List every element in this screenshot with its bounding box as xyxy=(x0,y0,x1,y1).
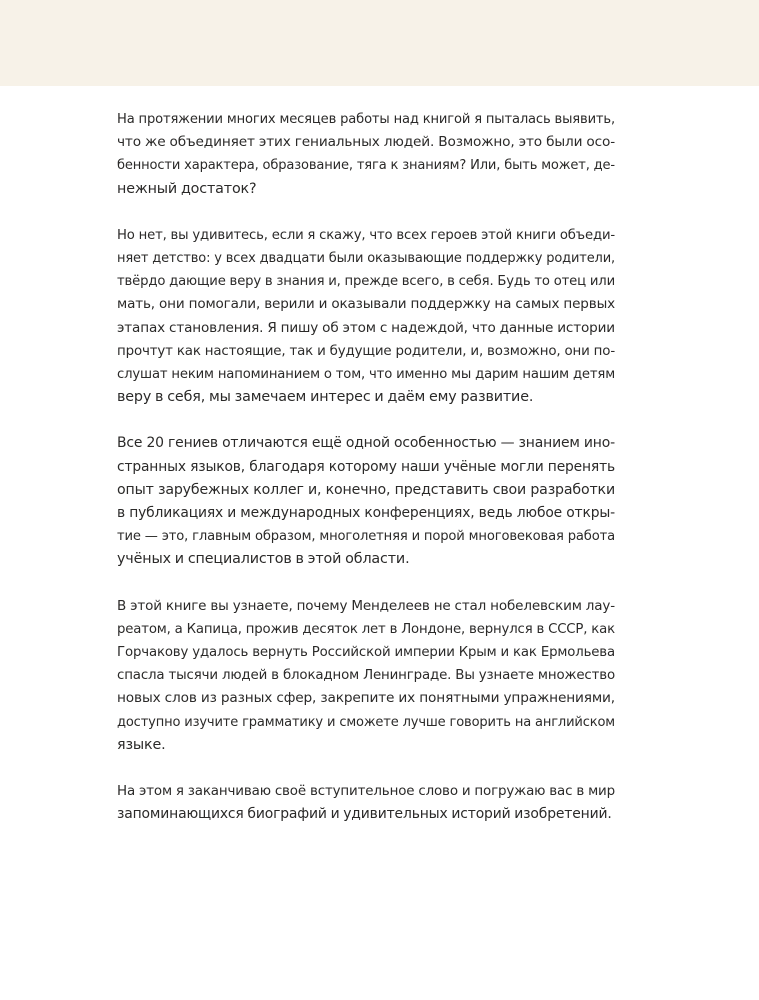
text-line: На протяжении многих месяцев работы над книгой я пыталась выявить, xyxy=(117,112,615,127)
text-line: Горчакову удалось вернуть Российской империи Крым и как Ермольева xyxy=(117,645,615,661)
text-line: тие — это, главным образом, многолетняя и порой многовековая работа xyxy=(117,529,615,545)
text-line: прочтут как настоящие, так и будущие родители, и, возможно, они по- xyxy=(117,343,615,359)
text-line: няет детство: у всех двадцати были оказывающие поддержку родители, xyxy=(117,251,615,267)
paragraph-3 xyxy=(117,432,615,571)
page-header-band xyxy=(0,0,759,86)
text-line: Все 20 гениев отличаются ещё одной особенностью — знанием ино- xyxy=(117,435,615,452)
text-line: Но нет, вы удивитесь, если я скажу, что всех героев этой книги объеди- xyxy=(117,227,615,243)
text-line: нежный достаток? xyxy=(117,180,257,197)
paragraph-2 xyxy=(117,224,615,410)
text-line: языке. xyxy=(117,736,166,753)
page-body xyxy=(117,108,615,849)
text-line: спасла тысячи людей в блокадном Ленинграде. Вы узнаете множество xyxy=(117,668,615,684)
text-line: реатом, а Капица, прожив десяток лет в Лондоне, вернулся в СССР, как xyxy=(117,621,615,637)
text-line: этапах становления. Я пишу об этом с надеждой, что данные истории xyxy=(117,319,615,336)
text-line: странных языков, благодаря которому наши учёные могли перенять xyxy=(117,458,615,475)
text-line: В этой книге вы узнаете, почему Менделеев не стал нобелевским лау- xyxy=(117,597,615,614)
text-line: опыт зарубежных коллег и, конечно, представить свои разработки xyxy=(117,481,615,498)
text-line: в публикациях и международных конференциях, ведь любое откры- xyxy=(117,505,615,522)
text-line: твёрдо дающие веру в знания и, прежде всего, в себя. Будь то отец или xyxy=(117,274,615,290)
paragraph-1 xyxy=(117,108,615,201)
text-line: учёных и специалистов в этой области. xyxy=(117,551,410,568)
text-line: мать, они помогали, верили и оказывали поддержку на самых первых xyxy=(117,296,615,313)
text-line: слушат неким напоминанием о том, что именно мы дарим нашим детям xyxy=(117,367,615,383)
text-line: На этом я заканчиваю своё вступительное слово и погружаю вас в мир xyxy=(117,784,615,800)
text-line: доступно изучите грамматику и сможете лучше говорить на английском xyxy=(117,714,615,730)
text-line: веру в себя, мы замечаем интерес и даём ему развитие. xyxy=(117,389,534,406)
text-line: запоминающихся биографий и удивительных историй изобретений. xyxy=(117,806,612,823)
paragraph-5 xyxy=(117,780,615,826)
text-line: что же объединяет этих гениальных людей. Возможно, это были осо- xyxy=(117,134,615,151)
text-line: бенности характера, образование, тяга к знаниям? Или, быть может, де- xyxy=(117,158,615,174)
text-line: новых слов из разных сфер, закрепите их понятными упражнениями, xyxy=(117,690,615,707)
paragraph-4 xyxy=(117,595,615,757)
